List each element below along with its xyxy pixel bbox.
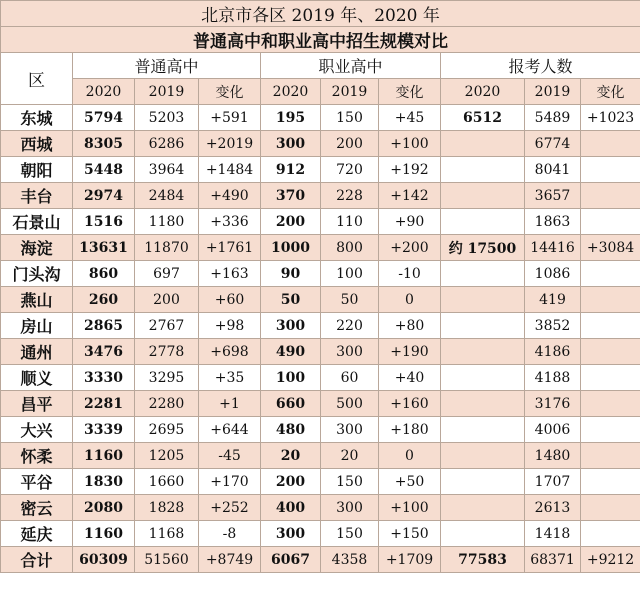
value-cell: 2778 (135, 339, 199, 365)
value-cell: +40 (379, 365, 441, 391)
table-row (1, 443, 640, 469)
value-cell (581, 365, 640, 391)
subheader-cell: 2020 (261, 79, 321, 105)
table-row (1, 417, 640, 443)
value-cell: 1516 (73, 209, 135, 235)
value-cell: +9212 (581, 547, 640, 573)
value-cell (441, 261, 525, 287)
value-cell: 1160 (73, 443, 135, 469)
value-cell: +200 (379, 235, 441, 261)
value-cell (581, 287, 640, 313)
value-cell: 1863 (525, 209, 581, 235)
value-cell: 2080 (73, 495, 135, 521)
value-cell: 150 (321, 521, 379, 547)
value-cell (441, 209, 525, 235)
value-cell: 5203 (135, 105, 199, 131)
table-row (1, 183, 640, 209)
value-cell: 720 (321, 157, 379, 183)
value-cell: +698 (199, 339, 261, 365)
value-cell: +336 (199, 209, 261, 235)
title-line-1: 北京市各区 2019 年、2020 年 (1, 1, 640, 27)
value-cell: 480 (261, 417, 321, 443)
value-cell: 5448 (73, 157, 135, 183)
value-cell: +100 (379, 131, 441, 157)
value-cell (441, 339, 525, 365)
region-cell: 门头沟 (1, 261, 73, 287)
value-cell: 419 (525, 287, 581, 313)
value-cell: 5489 (525, 105, 581, 131)
value-cell: 300 (261, 521, 321, 547)
value-cell: 1418 (525, 521, 581, 547)
value-cell: 60 (321, 365, 379, 391)
region-cell: 燕山 (1, 287, 73, 313)
value-cell: +160 (379, 391, 441, 417)
header-region: 区 (1, 53, 73, 105)
table-row (1, 339, 640, 365)
value-cell: 11870 (135, 235, 199, 261)
value-cell: +490 (199, 183, 261, 209)
value-cell: 4358 (321, 547, 379, 573)
region-cell: 顺义 (1, 365, 73, 391)
value-cell: 800 (321, 235, 379, 261)
value-cell: 4186 (525, 339, 581, 365)
value-cell: +163 (199, 261, 261, 287)
subheader-row (1, 79, 640, 105)
value-cell: 300 (321, 417, 379, 443)
value-cell: 13631 (73, 235, 135, 261)
table-row (1, 391, 640, 417)
value-cell: 490 (261, 339, 321, 365)
region-cell: 丰台 (1, 183, 73, 209)
value-cell (581, 443, 640, 469)
value-cell: 150 (321, 105, 379, 131)
value-cell: 1830 (73, 469, 135, 495)
value-cell: 228 (321, 183, 379, 209)
region-cell: 石景山 (1, 209, 73, 235)
value-cell: -45 (199, 443, 261, 469)
value-cell: 220 (321, 313, 379, 339)
title-line-2: 普通高中和职业高中招生规模对比 (1, 27, 640, 53)
table-row (1, 521, 640, 547)
value-cell: 5794 (73, 105, 135, 131)
value-cell: 1086 (525, 261, 581, 287)
header-vocational: 职业高中 (261, 53, 441, 79)
table-row (1, 547, 640, 573)
table-row (1, 469, 640, 495)
table-row (1, 235, 640, 261)
value-cell: +1484 (199, 157, 261, 183)
value-cell: 8305 (73, 131, 135, 157)
value-cell: 300 (261, 313, 321, 339)
table-row (1, 495, 640, 521)
table-row (1, 131, 640, 157)
value-cell: 20 (261, 443, 321, 469)
region-cell: 延庆 (1, 521, 73, 547)
region-cell: 昌平 (1, 391, 73, 417)
value-cell: 1660 (135, 469, 199, 495)
value-cell: +45 (379, 105, 441, 131)
subheader-cell: 2019 (135, 79, 199, 105)
table-row (1, 157, 640, 183)
value-cell (441, 365, 525, 391)
value-cell (441, 287, 525, 313)
value-cell: +50 (379, 469, 441, 495)
value-cell (581, 209, 640, 235)
table-row (1, 365, 640, 391)
header-applicants: 报考人数 (441, 53, 640, 79)
value-cell: 3339 (73, 417, 135, 443)
value-cell: 3476 (73, 339, 135, 365)
value-cell: 3176 (525, 391, 581, 417)
value-cell: 300 (321, 495, 379, 521)
value-cell (441, 391, 525, 417)
value-cell: 500 (321, 391, 379, 417)
value-cell: 4006 (525, 417, 581, 443)
value-cell: 3330 (73, 365, 135, 391)
value-cell (581, 261, 640, 287)
value-cell: 50 (261, 287, 321, 313)
value-cell: 300 (321, 339, 379, 365)
value-cell: 14416 (525, 235, 581, 261)
value-cell (581, 495, 640, 521)
value-cell: 1160 (73, 521, 135, 547)
value-cell: 68371 (525, 547, 581, 573)
value-cell (441, 183, 525, 209)
value-cell: 400 (261, 495, 321, 521)
value-cell: 1205 (135, 443, 199, 469)
value-cell (581, 391, 640, 417)
region-cell: 怀柔 (1, 443, 73, 469)
table-row (1, 261, 640, 287)
value-cell: +100 (379, 495, 441, 521)
value-cell: -8 (199, 521, 261, 547)
value-cell: 51560 (135, 547, 199, 573)
value-cell: 200 (261, 469, 321, 495)
region-cell: 大兴 (1, 417, 73, 443)
value-cell: 77583 (441, 547, 525, 573)
value-cell: 0 (379, 443, 441, 469)
value-cell: 1180 (135, 209, 199, 235)
value-cell: +2019 (199, 131, 261, 157)
value-cell: 1480 (525, 443, 581, 469)
value-cell: +1761 (199, 235, 261, 261)
value-cell: 约 17500 (441, 235, 525, 261)
region-cell: 密云 (1, 495, 73, 521)
value-cell: 3852 (525, 313, 581, 339)
value-cell: +591 (199, 105, 261, 131)
value-cell: 2865 (73, 313, 135, 339)
table-row (1, 313, 640, 339)
value-cell: 4188 (525, 365, 581, 391)
value-cell: 1000 (261, 235, 321, 261)
value-cell: 200 (321, 131, 379, 157)
value-cell (441, 131, 525, 157)
value-cell (581, 339, 640, 365)
region-cell: 平谷 (1, 469, 73, 495)
value-cell: 912 (261, 157, 321, 183)
value-cell: 1828 (135, 495, 199, 521)
value-cell: +60 (199, 287, 261, 313)
value-cell (441, 157, 525, 183)
value-cell: 50 (321, 287, 379, 313)
region-cell: 朝阳 (1, 157, 73, 183)
value-cell: +98 (199, 313, 261, 339)
value-cell: 697 (135, 261, 199, 287)
value-cell: +252 (199, 495, 261, 521)
value-cell: 370 (261, 183, 321, 209)
region-cell: 海淀 (1, 235, 73, 261)
value-cell: +35 (199, 365, 261, 391)
value-cell: +150 (379, 521, 441, 547)
value-cell: +180 (379, 417, 441, 443)
value-cell: +190 (379, 339, 441, 365)
subheader-cell: 2019 (321, 79, 379, 105)
region-cell: 东城 (1, 105, 73, 131)
value-cell: 60309 (73, 547, 135, 573)
value-cell: +644 (199, 417, 261, 443)
value-cell: -10 (379, 261, 441, 287)
header-row (1, 53, 640, 79)
value-cell (441, 469, 525, 495)
value-cell: 6067 (261, 547, 321, 573)
value-cell: +1023 (581, 105, 640, 131)
value-cell: 100 (261, 365, 321, 391)
table-row (1, 105, 640, 131)
value-cell: 2767 (135, 313, 199, 339)
value-cell: 1707 (525, 469, 581, 495)
value-cell (441, 495, 525, 521)
value-cell: 2974 (73, 183, 135, 209)
value-cell: 300 (261, 131, 321, 157)
value-cell: +1 (199, 391, 261, 417)
value-cell (581, 417, 640, 443)
value-cell: +192 (379, 157, 441, 183)
subheader-cell: 2019 (525, 79, 581, 105)
value-cell: +170 (199, 469, 261, 495)
subheader-cell: 变化 (581, 79, 640, 105)
value-cell: 195 (261, 105, 321, 131)
value-cell: 200 (261, 209, 321, 235)
value-cell: 2613 (525, 495, 581, 521)
value-cell: 20 (321, 443, 379, 469)
value-cell (581, 157, 640, 183)
value-cell: 6512 (441, 105, 525, 131)
table-row (1, 287, 640, 313)
value-cell: 660 (261, 391, 321, 417)
header-general: 普通高中 (73, 53, 261, 79)
value-cell: 3964 (135, 157, 199, 183)
value-cell: 0 (379, 287, 441, 313)
value-cell (581, 469, 640, 495)
table-row (1, 209, 640, 235)
value-cell: 100 (321, 261, 379, 287)
value-cell: 2484 (135, 183, 199, 209)
value-cell (581, 183, 640, 209)
region-cell: 通州 (1, 339, 73, 365)
value-cell: 2695 (135, 417, 199, 443)
value-cell (441, 443, 525, 469)
value-cell: 6774 (525, 131, 581, 157)
value-cell (581, 313, 640, 339)
value-cell: 2281 (73, 391, 135, 417)
region-cell: 西城 (1, 131, 73, 157)
value-cell: 90 (261, 261, 321, 287)
value-cell: 260 (73, 287, 135, 313)
value-cell: +90 (379, 209, 441, 235)
value-cell (581, 131, 640, 157)
value-cell (441, 313, 525, 339)
subheader-cell: 变化 (379, 79, 441, 105)
value-cell: 110 (321, 209, 379, 235)
value-cell: 200 (135, 287, 199, 313)
value-cell: +1709 (379, 547, 441, 573)
value-cell (441, 417, 525, 443)
value-cell: 6286 (135, 131, 199, 157)
value-cell: 860 (73, 261, 135, 287)
subheader-cell: 2020 (441, 79, 525, 105)
value-cell (581, 521, 640, 547)
value-cell (441, 521, 525, 547)
subheader-cell: 2020 (73, 79, 135, 105)
region-cell: 房山 (1, 313, 73, 339)
value-cell: 2280 (135, 391, 199, 417)
value-cell: +8749 (199, 547, 261, 573)
value-cell: +80 (379, 313, 441, 339)
value-cell: 3657 (525, 183, 581, 209)
value-cell: 1168 (135, 521, 199, 547)
subheader-cell: 变化 (199, 79, 261, 105)
value-cell: 8041 (525, 157, 581, 183)
region-cell: 合计 (1, 547, 73, 573)
value-cell: 3295 (135, 365, 199, 391)
value-cell: 150 (321, 469, 379, 495)
value-cell: +3084 (581, 235, 640, 261)
value-cell: +142 (379, 183, 441, 209)
